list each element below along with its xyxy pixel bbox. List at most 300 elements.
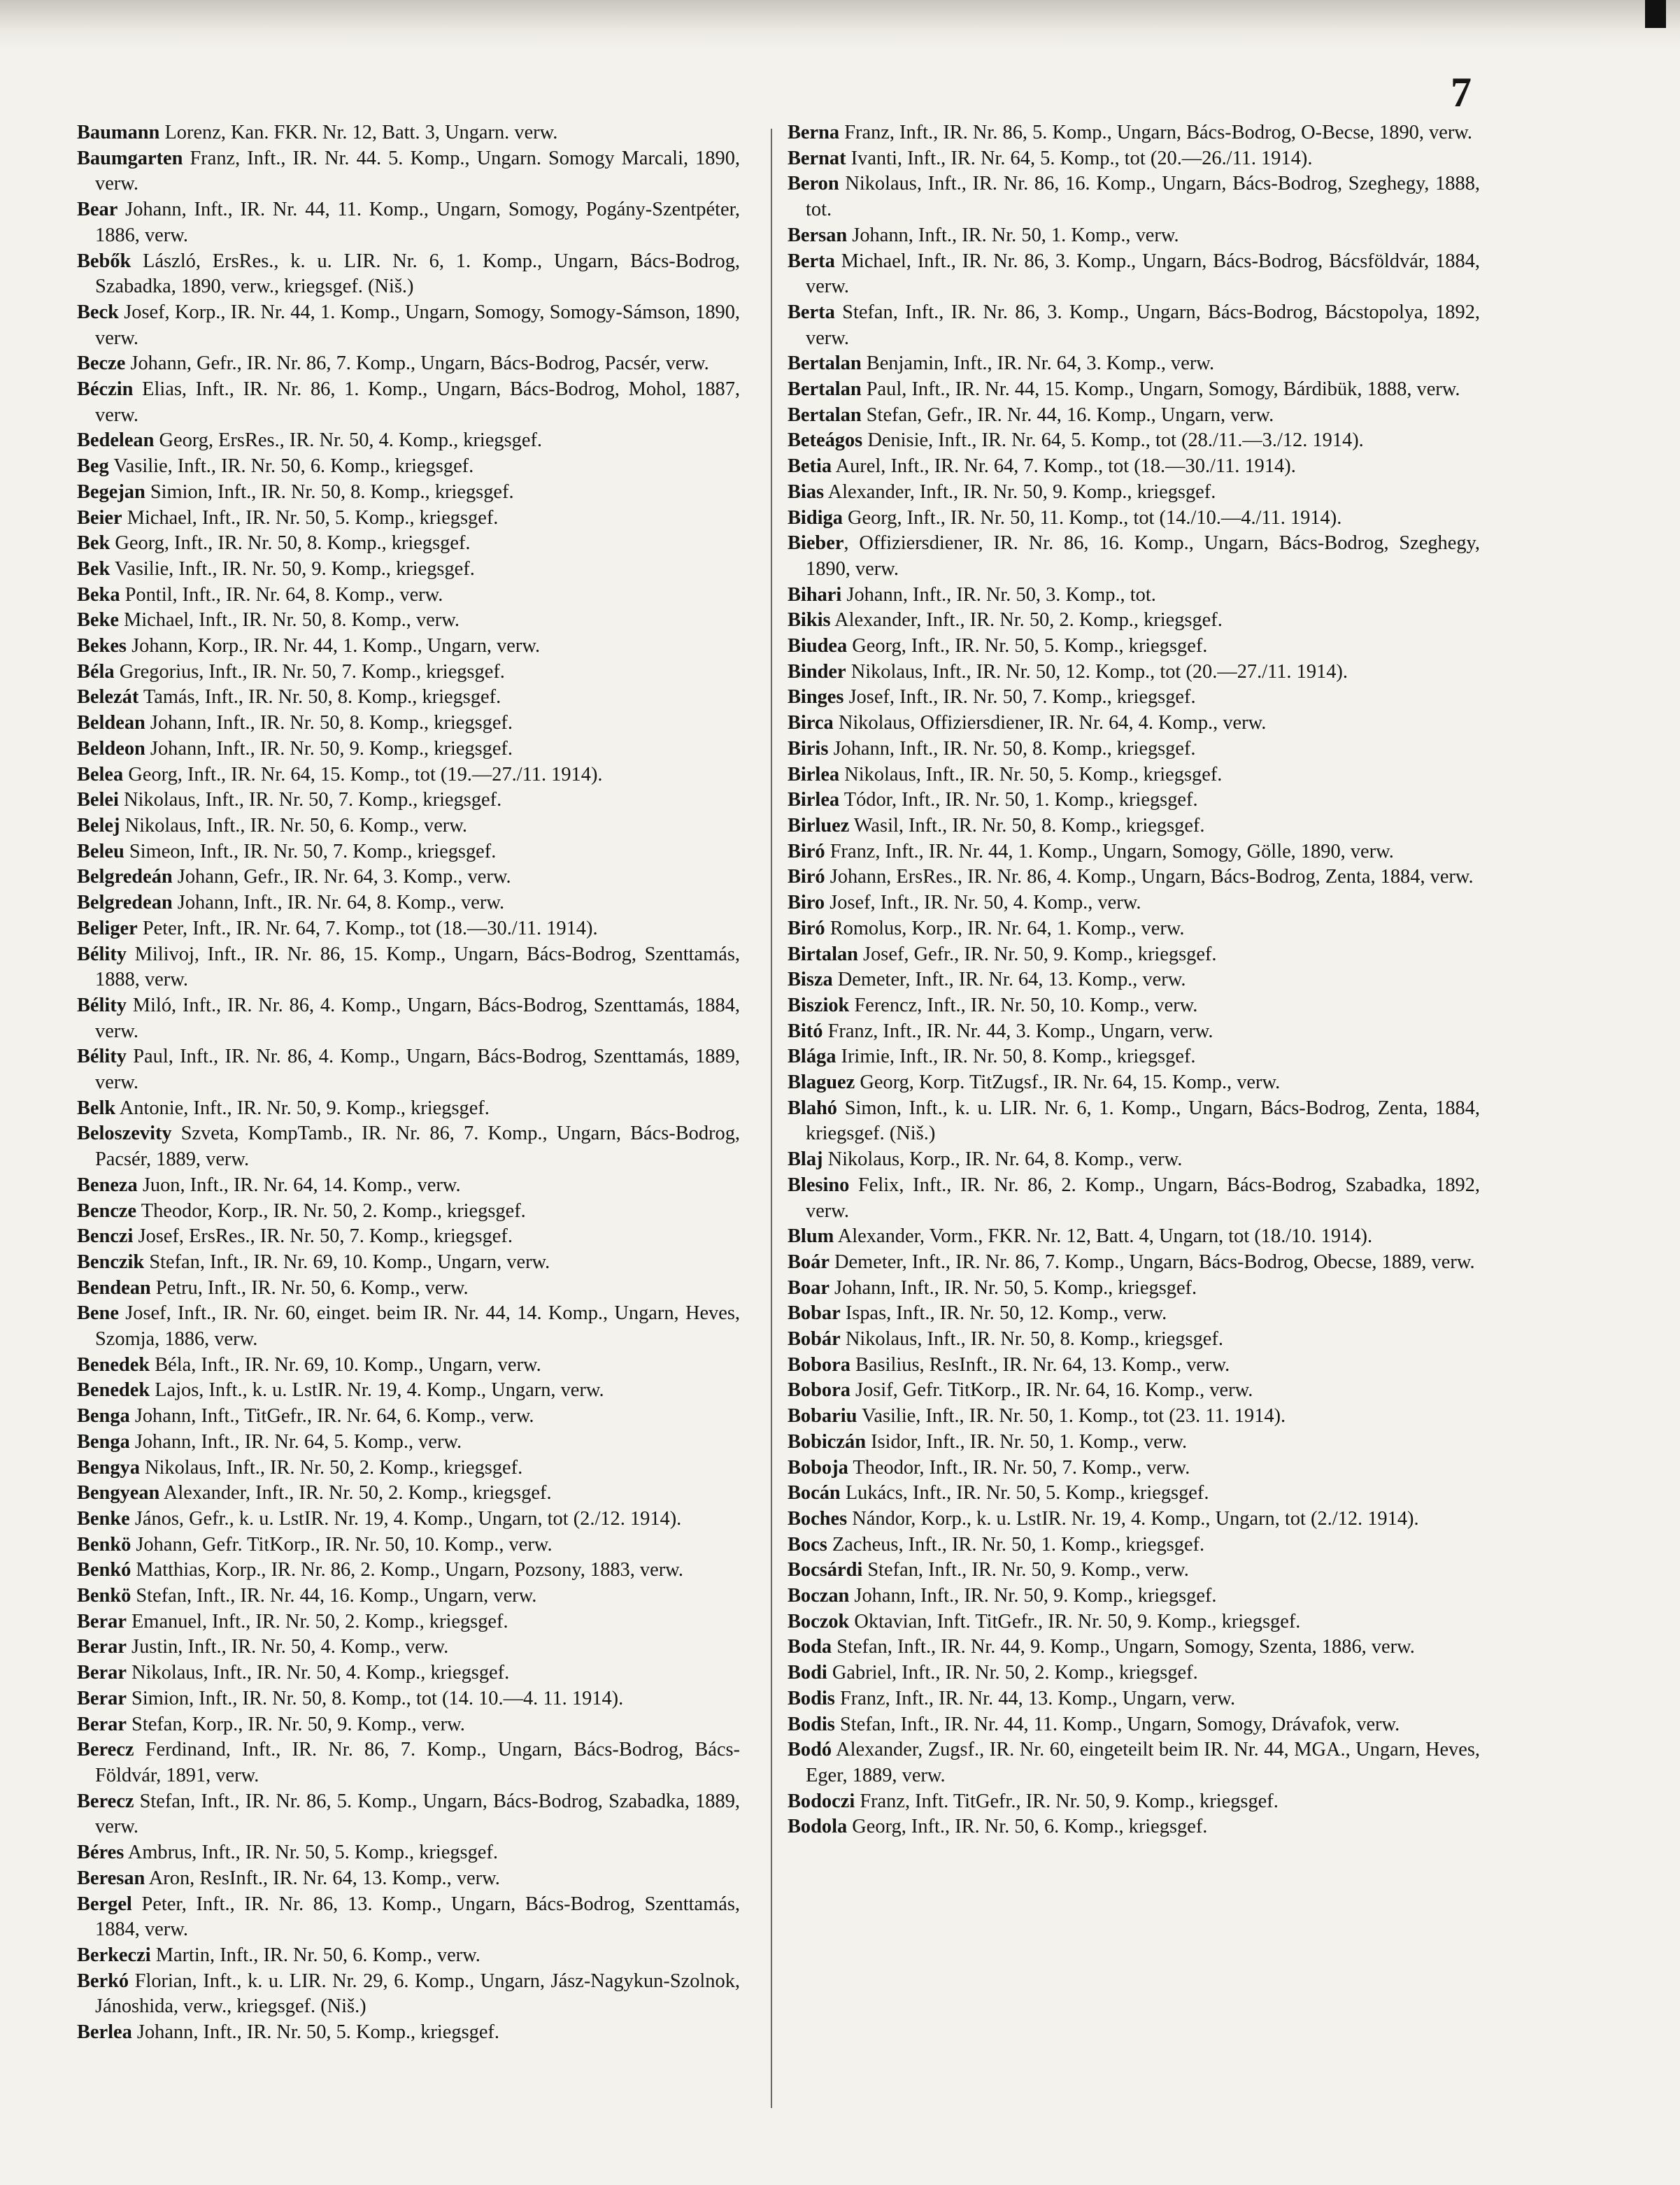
list-item [77,583,740,608]
entry-details: Simeon, Inft., IR. Nr. 50, 7. Komp., kriegsgef. [124,840,497,862]
entry-surname: Bocsárdi [788,1559,863,1581]
scan-corner-mark [1645,0,1666,28]
list-item [77,660,740,685]
entry-details: Georg, Inft., IR. Nr. 64, 15. Komp., tot (19.—27./11. 1914). [123,763,603,785]
list-item [77,1430,740,1456]
entry-surname: Boar [788,1276,830,1299]
entry-details: Felix, Inft., IR. Nr. 86, 2. Komp., Ungarn, Bács-Bodrog, Szabadka, 1892, verw. [806,1174,1480,1222]
list-item [788,685,1480,711]
entry-surname: Bene [77,1302,119,1325]
entry-surname: Benczik [77,1251,145,1273]
entry-details: Stefan, Inft., IR. Nr. 50, 9. Komp., verw. [862,1559,1189,1581]
list-item [788,531,1480,582]
entry-details: Demeter, Inft., IR. Nr. 64, 13. Komp., verw. [832,969,1186,991]
entry-surname: Benedek [77,1353,150,1376]
list-item [788,171,1480,222]
entry-surname: Biro [788,892,825,914]
entry-surname: Bek [77,557,111,580]
entry-surname: Berar [77,1687,127,1709]
entry-details: Nikolaus, Inft., IR. Nr. 50, 6. Komp., verw. [120,814,468,837]
entry-surname: Beteágos [788,429,863,452]
list-item [788,993,1480,1019]
entry-details: Johann, ErsRes., IR. Nr. 86, 4. Komp., Ungarn, Bács-Bodrog, Zenta, 1884, verw. [825,866,1474,888]
entry-surname: Belei [77,789,119,811]
list-item [77,1507,740,1532]
entry-details: Lorenz, Kan. FKR. Nr. 12, Batt. 3, Ungarn. verw. [159,122,558,143]
entry-details: Wasil, Inft., IR. Nr. 50, 8. Komp., kriegsgef. [849,814,1205,837]
list-item [788,403,1480,429]
list-item [788,1378,1480,1404]
entry-details: Alexander, Zugsf., IR. Nr. 60, eingeteilt beim IR. Nr. 44, MGA., Ungarn, Heves, Eger, 1889, verw. [806,1739,1480,1786]
list-item [788,377,1480,403]
entry-surname: Benkö [77,1533,131,1556]
entry-surname: Bieber [788,532,844,555]
entry-surname: Beneza [77,1174,138,1196]
entry-details: Simion, Inft., IR. Nr. 50, 8. Komp., kriegsgef. [145,481,514,503]
entry-details: Nikolaus, Korp., IR. Nr. 64, 8. Komp., verw. [823,1148,1183,1171]
entry-details: Milivoj, Inft., IR. Nr. 86, 15. Komp., Ungarn, Bács-Bodrog, Szenttamás, 1888, verw. [95,943,740,991]
list-item [788,1276,1480,1302]
entry-surname: Beresan [77,1867,145,1889]
list-item [77,1456,740,1481]
list-item [77,1583,740,1609]
list-item [788,1096,1480,1147]
list-item [77,1609,740,1635]
list-item [788,1712,1480,1738]
entry-surname: Boczok [788,1610,850,1632]
list-item [77,480,740,506]
entry-surname: Berecz [77,1739,134,1761]
entry-details: Stefan, Gefr., IR. Nr. 44, 16. Komp., Ungarn, verw. [861,404,1274,426]
entry-details: Tódor, Inft., IR. Nr. 50, 1. Komp., kriegsgef. [839,789,1198,811]
entry-details: Johann, Inft., IR. Nr. 50, 9. Komp., kriegsgef. [145,737,513,760]
list-item [788,1224,1480,1250]
list-item [77,1840,740,1866]
entry-details: Elias, Inft., IR. Nr. 86, 1. Komp., Ungarn, Bács-Bodrog, Mohol, 1887, verw. [95,378,740,426]
entry-details: Peter, Inft., IR. Nr. 64, 7. Komp., tot (18.—30./11. 1914). [137,917,598,939]
entry-surname: Bihari [788,583,842,606]
entry-surname: Beldean [77,712,145,734]
list-item [77,813,740,839]
entry-surname: Berar [77,1662,127,1684]
list-item [788,788,1480,813]
entry-details: Matthias, Korp., IR. Nr. 86, 2. Komp., Ungarn, Pozsony, 1883, verw. [131,1559,683,1581]
entry-details: Gabriel, Inft., IR. Nr. 50, 2. Komp., kriegsgef. [827,1662,1198,1684]
entry-surname: Béczin [77,378,134,401]
entry-surname: Biudea [788,635,848,657]
list-item [77,1044,740,1095]
list-item [77,454,740,480]
entry-details: Emanuel, Inft., IR. Nr. 50, 2. Komp., kriegsgef. [126,1610,508,1632]
list-item [77,1686,740,1712]
list-item [788,1327,1480,1353]
entry-details: Isidor, Inft., IR. Nr. 50, 1. Komp., verw. [866,1430,1188,1453]
entry-details: Josef, Korp., IR. Nr. 44, 1. Komp., Ungarn, Somogy, Somogy-Sámson, 1890, verw. [95,301,740,349]
right-column [788,120,1480,1840]
list-item [77,1635,740,1660]
list-item [788,1507,1480,1532]
list-item [788,1814,1480,1840]
entry-surname: Birca [788,712,834,734]
list-item [788,1147,1480,1173]
entry-surname: Bodis [788,1687,835,1709]
entry-details: Alexander, Vorm., FKR. Nr. 12, Batt. 4, Ungarn, tot (18./10. 1914). [834,1225,1373,1248]
list-item [788,1532,1480,1558]
entry-details: Stefan, Inft., IR. Nr. 44, 16. Komp., Ungarn, verw. [131,1585,537,1607]
list-item [788,967,1480,993]
entry-surname: Bobar [788,1302,841,1325]
entry-surname: Binder [788,660,846,683]
entry-details: Nikolaus, Inft., IR. Nr. 86, 16. Komp., Ungarn, Bács-Bodrog, Szeghegy, 1888, tot. [806,173,1480,221]
entry-surname: Béres [77,1842,124,1864]
page-number: 7 [1451,69,1473,115]
entry-surname: Beleu [77,840,124,862]
entry-details: Johann, Inft., IR. Nr. 64, 8. Komp., verw. [172,892,505,914]
entry-surname: Beka [77,583,120,606]
list-item [77,1712,740,1738]
entry-details: Johann, Inft., IR. Nr. 50, 1. Komp., verw. [847,224,1179,246]
entry-details: Johann, Gefr., IR. Nr. 86, 7. Komp., Ungarn, Bács-Bodrog, Pacsér, verw. [125,353,709,375]
list-item [788,813,1480,839]
entry-surname: Biris [788,737,829,760]
entry-surname: Bobiczán [788,1430,866,1453]
list-item [788,1019,1480,1045]
entry-surname: Betia [788,455,832,478]
list-item [77,864,740,890]
entry-details: Tamás, Inft., IR. Nr. 50, 8. Komp., kriegsgef. [138,686,501,709]
list-item [788,1173,1480,1224]
entry-surname: Bengyean [77,1482,160,1504]
entry-details: Antonie, Inft., IR. Nr. 50, 9. Komp., kriegsgef. [115,1097,490,1119]
entry-surname: Blahó [788,1097,838,1119]
entry-details: Josef, Inft., IR. Nr. 60, einget. beim IR. Nr. 44, 14. Komp., Ungarn, Heves, Szomja, 1886, verw. [95,1302,740,1351]
entry-surname: Bocs [788,1533,827,1556]
entry-surname: Bobora [788,1353,850,1376]
entry-surname: Blesino [788,1174,850,1196]
entry-surname: Beier [77,506,122,529]
entry-details: Johann, Inft., IR. Nr. 50, 8. Komp., kriegsgef. [145,712,513,734]
left-column [77,120,740,2046]
list-item [77,634,740,660]
entry-surname: Beldeon [77,737,145,760]
entry-details: Johann, Korp., IR. Nr. 44, 1. Komp., Ungarn, verw. [126,635,541,657]
list-item [77,1301,740,1352]
entry-details: Gregorius, Inft., IR. Nr. 50, 7. Komp., kriegsgef. [114,660,505,683]
list-item [77,839,740,865]
entry-surname: Berar [77,1713,127,1735]
list-item [77,1173,740,1199]
entry-surname: Blum [788,1225,834,1248]
entry-details: Theodor, Korp., IR. Nr. 50, 2. Komp., kriegsgef. [136,1200,526,1222]
entry-surname: Beck [77,301,119,323]
list-item [77,685,740,711]
list-item [77,1866,740,1892]
entry-details: Florian, Inft., k. u. LIR. Nr. 29, 6. Komp., Ungarn, Jász-Nagykun-Szolnok, Jánoshida, verw., kriegsgef. (Niš.) [95,1970,740,2018]
entry-details: Johann, Inft., IR. Nr. 50, 3. Komp., tot. [841,583,1156,606]
list-item [77,993,740,1044]
entry-surname: Belea [77,763,124,785]
entry-details: Johann, Inft., IR. Nr. 50, 9. Komp., kriegsgef. [849,1585,1217,1607]
list-item [788,1558,1480,1583]
entry-details: Szveta, KompTamb., IR. Nr. 86, 7. Komp., Ungarn, Bács-Bodrog, Pacsér, 1889, verw. [95,1123,740,1171]
entry-details: Nikolaus, Inft., IR. Nr. 50, 4. Komp., kriegsgef. [126,1662,510,1684]
list-item [788,890,1480,916]
entry-details: Franz, Inft., IR. Nr. 44, 3. Komp., Ungarn, verw. [823,1020,1213,1042]
entry-details: Michael, Inft., IR. Nr. 50, 5. Komp., kriegsgef. [122,506,499,529]
entry-details: Pontil, Inft., IR. Nr. 64, 8. Komp., verw. [120,583,443,606]
list-item [77,1969,740,2020]
entry-details: Justin, Inft., IR. Nr. 50, 4. Komp., verw. [126,1636,449,1658]
entry-surname: Berlea [77,2021,132,2044]
list-item [788,762,1480,788]
entry-details: Lukács, Inft., IR. Nr. 50, 5. Komp., kriegsgef. [840,1482,1209,1504]
entry-details: Johann, Inft., IR. Nr. 50, 8. Komp., kriegsgef. [828,737,1196,760]
entry-details: Paul, Inft., IR. Nr. 44, 15. Komp., Ungarn, Somogy, Bárdibük, 1888, verw. [861,378,1460,401]
entry-surname: Blaguez [788,1072,855,1094]
entry-surname: Bélity [77,1046,127,1068]
entry-surname: Bisziok [788,994,850,1016]
list-item [788,120,1480,146]
entry-details: Georg, Inft., IR. Nr. 50, 11. Komp., tot (14./10.—4./11. 1914). [842,506,1342,529]
entry-surname: Bersan [788,224,848,246]
list-item [77,788,740,813]
entry-surname: Benczi [77,1225,134,1248]
entry-surname: Berar [77,1610,127,1632]
list-item [788,942,1480,968]
entry-details: Franz, Inft., IR. Nr. 44, 1. Komp., Ungarn, Somogy, Gölle, 1890, verw. [825,840,1394,862]
entry-surname: Belk [77,1097,116,1119]
entry-surname: Bikis [788,609,831,632]
entry-details: Stefan, Inft., IR. Nr. 86, 3. Komp., Ungarn, Bács-Bodrog, Bácstopolya, 1892, verw. [806,301,1480,349]
entry-details: Josef, Inft., IR. Nr. 50, 7. Komp., kriegsgef. [843,686,1196,709]
entry-surname: Belgredeán [77,866,173,888]
list-item [788,634,1480,660]
entry-details: Michael, Inft., IR. Nr. 50, 8. Komp., verw. [118,609,460,632]
entry-details: Johann, Inft., IR. Nr. 50, 5. Komp., kriegsgef. [829,1276,1197,1299]
entry-details: Simion, Inft., IR. Nr. 50, 8. Komp., tot (14. 10.—4. 11. 1914). [126,1687,624,1709]
entry-surname: Boár [788,1251,830,1273]
entry-details: Lajos, Inft., k. u. LstIR. Nr. 19, 4. Komp., Ungarn, verw. [150,1379,604,1402]
entry-details: Peter, Inft., IR. Nr. 86, 13. Komp., Ungarn, Bács-Bodrog, Szenttamás, 1884, verw. [95,1893,740,1941]
list-item [77,1404,740,1430]
entry-surname: Biró [788,866,825,888]
list-item [77,249,740,300]
list-item [77,1250,740,1276]
list-item [788,608,1480,634]
entry-surname: Bocán [788,1482,841,1504]
list-item [77,1276,740,1302]
entry-details: Stefan, Inft., IR. Nr. 69, 10. Komp., Ungarn, verw. [144,1251,550,1273]
entry-details: Petru, Inft., IR. Nr. 50, 6. Komp., verw. [150,1276,469,1299]
entry-details: Denisie, Inft., IR. Nr. 64, 5. Komp., tot (28./11.—3./12. 1914). [862,429,1364,452]
list-item [77,1789,740,1840]
entry-details: Johann, Gefr. TitKorp., IR. Nr. 50, 10. Komp., verw. [131,1533,553,1556]
entry-surname: Bendean [77,1276,151,1299]
list-item [77,1224,740,1250]
list-item [788,351,1480,377]
entry-surname: Berkó [77,1970,129,1992]
entry-details: Miló, Inft., IR. Nr. 86, 4. Komp., Ungarn, Bács-Bodrog, Szenttamás, 1884, verw. [95,994,740,1042]
entry-details: Georg, Korp. TitZugsf., IR. Nr. 64, 15. Komp., verw. [855,1072,1281,1094]
entry-details: Johann, Gefr., IR. Nr. 64, 3. Komp., verw. [172,866,511,888]
entry-surname: Bencze [77,1200,137,1222]
list-item [788,1301,1480,1327]
list-item [77,2020,740,2046]
entry-details: Josif, Gefr. TitKorp., IR. Nr. 64, 16. Komp., verw. [850,1379,1253,1402]
list-item [77,120,740,146]
list-item [77,1481,740,1507]
entry-details: Oktavian, Inft. TitGefr., IR. Nr. 50, 9. Komp., kriegsgef. [849,1610,1301,1632]
list-item [77,1353,740,1379]
entry-surname: Biró [788,917,825,939]
list-item [788,1070,1480,1096]
entry-details: Alexander, Inft., IR. Nr. 50, 2. Komp., kriegsgef. [830,609,1223,632]
entry-surname: Benga [77,1430,130,1453]
entry-surname: Beg [77,455,109,478]
list-item [788,1430,1480,1456]
list-item [77,942,740,993]
entry-surname: Bertalan [788,404,862,426]
list-item [77,1892,740,1943]
entry-surname: Berta [788,301,835,323]
entry-details: János, Gefr., k. u. LstIR. Nr. 19, 4. Komp., Ungarn, tot (2./12. 1914). [129,1507,682,1530]
entry-surname: Begejan [77,481,145,503]
list-item [788,916,1480,942]
entry-surname: Beron [788,173,839,195]
list-item [788,1686,1480,1712]
list-item [77,916,740,942]
entry-surname: Belgredean [77,892,173,914]
list-item [77,711,740,736]
entry-surname: Beliger [77,917,138,939]
entry-details: Aurel, Inft., IR. Nr. 64, 7. Komp., tot (18.—30./11. 1914). [832,455,1296,478]
list-item [77,557,740,583]
entry-details: Ispas, Inft., IR. Nr. 50, 12. Komp., verw. [840,1302,1167,1325]
list-item [788,583,1480,608]
entry-details: Vasilie, Inft., IR. Nr. 50, 1. Komp., tot (23. 11. 1914). [857,1405,1286,1428]
entry-surname: Benedek [77,1379,150,1402]
entry-surname: Béla [77,660,115,683]
list-item [788,1250,1480,1276]
entry-details: Aron, ResInft., IR. Nr. 64, 13. Komp., verw. [145,1867,500,1889]
entry-surname: Bodola [788,1816,848,1838]
column-divider [771,129,772,2108]
list-item [77,428,740,454]
entry-surname: Berta [788,250,835,272]
entry-surname: Becze [77,353,126,375]
list-item [77,146,740,197]
entry-details: Georg, Inft., IR. Nr. 50, 5. Komp., kriegsgef. [847,635,1208,657]
entry-surname: Birtalan [788,943,858,965]
list-item [788,864,1480,890]
entry-surname: Bélity [77,994,127,1016]
list-item [77,531,740,557]
entry-surname: Baumann [77,122,160,143]
list-item [788,428,1480,454]
entry-details: Stefan, Inft., IR. Nr. 86, 5. Komp., Ungarn, Bács-Bodrog, Szabadka, 1889, verw. [95,1790,740,1838]
entry-surname: Boczan [788,1585,850,1607]
entry-surname: Boda [788,1636,832,1658]
entry-surname: Bergel [77,1893,132,1915]
entry-surname: Bodis [788,1713,835,1735]
entry-surname: Berkeczi [77,1944,151,1966]
list-item [77,197,740,248]
entry-surname: Benkó [77,1559,131,1581]
entry-details: Johann, Inft., IR. Nr. 64, 5. Komp., verw. [129,1430,462,1453]
list-item [788,1737,1480,1788]
entry-surname: Benga [77,1405,130,1428]
list-item [788,1660,1480,1686]
list-item [788,146,1480,172]
entry-details: Theodor, Inft., IR. Nr. 50, 7. Komp., verw. [848,1456,1190,1479]
list-item [788,1609,1480,1635]
entry-details: Nikolaus, Inft., IR. Nr. 50, 5. Komp., kriegsgef. [839,763,1223,785]
entry-details: Josef, ErsRes., IR. Nr. 50, 7. Komp., kriegsgef. [133,1225,513,1248]
entry-details: Franz, Inft., IR. Nr. 86, 5. Komp., Ungarn, Bács-Bodrog, O-Becse, 1890, verw. [839,122,1473,143]
entry-details: Stefan, Korp., IR. Nr. 50, 9. Komp., verw. [126,1713,465,1735]
entry-details: Simon, Inft., k. u. LIR. Nr. 6, 1. Komp., Ungarn, Bács-Bodrog, Zenta, 1884, kriegsgef. (Niš.) [806,1097,1480,1145]
entry-surname: Beloszevity [77,1123,172,1145]
list-item [788,1353,1480,1379]
entry-surname: Bertalan [788,378,862,401]
list-item [77,1096,740,1122]
entry-details: Stefan, Inft., IR. Nr. 44, 9. Komp., Ungarn, Somogy, Szenta, 1886, verw. [832,1636,1415,1658]
list-item [788,223,1480,249]
entry-surname: Binges [788,686,844,709]
entry-details: Georg, ErsRes., IR. Nr. 50, 4. Komp., kriegsgef. [154,429,543,452]
entry-surname: Bobariu [788,1405,857,1428]
entry-details: Michael, Inft., IR. Nr. 86, 3. Komp., Ungarn, Bács-Bodrog, Bácsföldvár, 1884, verw. [806,250,1480,298]
list-item [788,454,1480,480]
list-item [77,736,740,762]
entry-details: Josef, Gefr., IR. Nr. 50, 9. Komp., kriegsgef. [857,943,1217,965]
entry-details: Juon, Inft., IR. Nr. 64, 14. Komp., verw. [137,1174,461,1196]
list-item [788,1456,1480,1481]
entry-details: Nikolaus, Inft., IR. Nr. 50, 8. Komp., kriegsgef. [840,1328,1223,1351]
list-item [77,1943,740,1969]
entry-details: Ferencz, Inft., IR. Nr. 50, 10. Komp., verw. [849,994,1198,1016]
list-item [77,300,740,351]
entry-surname: Birlea [788,789,840,811]
entry-details: Basilius, ResInft., IR. Nr. 64, 13. Komp., verw. [850,1353,1230,1376]
entry-surname: Bek [77,532,111,555]
entry-surname: Belej [77,814,120,837]
entry-surname: Bodi [788,1662,827,1684]
list-item [788,660,1480,685]
list-item [788,300,1480,351]
entry-surname: Blága [788,1046,837,1068]
entry-details: László, ErsRes., k. u. LIR. Nr. 6, 1. Komp., Ungarn, Bács-Bodrog, Szabadka, 1890, verw., kriegsgef. (Niš.) [95,250,740,298]
entry-details: Vasilie, Inft., IR. Nr. 50, 6. Komp., kriegsgef. [108,455,474,478]
list-item [788,1635,1480,1660]
list-item [77,1121,740,1172]
entry-surname: Biró [788,840,825,862]
list-item [77,1660,740,1686]
entry-details: Nándor, Korp., k. u. LstIR. Nr. 19, 4. Komp., Ungarn, tot (2./12. 1914). [847,1507,1419,1530]
entry-details: Vasilie, Inft., IR. Nr. 50, 9. Komp., kriegsgef. [110,557,475,580]
entry-details: Nikolaus, Offiziersdiener, IR. Nr. 64, 4. Komp., verw. [833,712,1267,734]
entry-details: Nikolaus, Inft., IR. Nr. 50, 12. Komp., tot (20.—27./11. 1914). [846,660,1348,683]
list-item [77,1558,740,1583]
entry-details: Paul, Inft., IR. Nr. 86, 4. Komp., Ungarn, Bács-Bodrog, Szenttamás, 1889, verw. [95,1046,740,1094]
entry-surname: Benke [77,1507,130,1530]
entry-surname: Bear [77,199,118,221]
list-item [788,506,1480,532]
entry-surname: Bélity [77,943,127,965]
list-item [788,736,1480,762]
entry-details: Franz, Inft. TitGefr., IR. Nr. 50, 9. Komp., kriegsgef. [855,1790,1279,1812]
entry-surname: Bertalan [788,353,862,375]
